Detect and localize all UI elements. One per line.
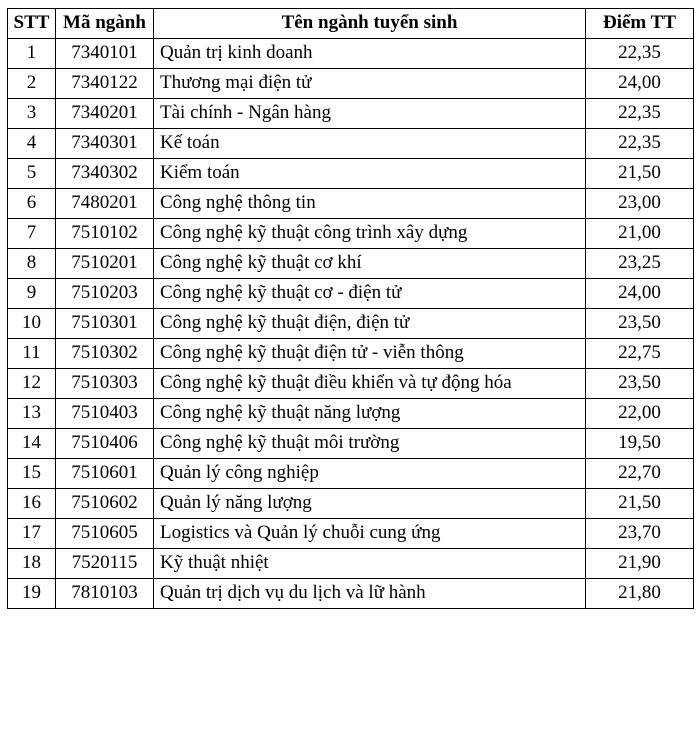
cell-score: 21,00 xyxy=(586,219,694,249)
table-row xyxy=(8,429,694,459)
cell-major-code: 7510201 xyxy=(56,249,154,279)
cell-major-code: 7340302 xyxy=(56,159,154,189)
table-row xyxy=(8,579,694,609)
table-header xyxy=(8,9,694,39)
cell-score: 22,35 xyxy=(586,99,694,129)
cell-major-code: 7510301 xyxy=(56,309,154,339)
cell-major-name: Logistics và Quản lý chuỗi cung ứng xyxy=(154,519,586,549)
cell-major-name: Tài chính - Ngân hàng xyxy=(154,99,586,129)
cell-stt: 2 xyxy=(8,69,56,99)
cell-score: 19,50 xyxy=(586,429,694,459)
header-stt: STT xyxy=(8,9,56,39)
cell-major-code: 7810103 xyxy=(56,579,154,609)
table-row xyxy=(8,549,694,579)
cell-major-name: Công nghệ kỹ thuật năng lượng xyxy=(154,399,586,429)
table-row xyxy=(8,249,694,279)
cell-major-name: Công nghệ kỹ thuật cơ khí xyxy=(154,249,586,279)
table-row xyxy=(8,189,694,219)
cell-major-code: 7510102 xyxy=(56,219,154,249)
cell-major-name: Công nghệ kỹ thuật cơ - điện tử xyxy=(154,279,586,309)
cell-stt: 11 xyxy=(8,339,56,369)
cell-score: 23,25 xyxy=(586,249,694,279)
cell-stt: 13 xyxy=(8,399,56,429)
cell-score: 22,35 xyxy=(586,129,694,159)
table-body xyxy=(8,39,694,609)
cell-major-code: 7510602 xyxy=(56,489,154,519)
cell-major-code: 7510403 xyxy=(56,399,154,429)
cell-major-code: 7340101 xyxy=(56,39,154,69)
cell-stt: 18 xyxy=(8,549,56,579)
cell-score: 21,80 xyxy=(586,579,694,609)
cell-major-name: Thương mại điện tử xyxy=(154,69,586,99)
cell-major-name: Công nghệ kỹ thuật công trình xây dựng xyxy=(154,219,586,249)
cell-score: 23,00 xyxy=(586,189,694,219)
cell-stt: 5 xyxy=(8,159,56,189)
header-major-name: Tên ngành tuyển sinh xyxy=(154,9,586,39)
cell-major-name: Quản trị kinh doanh xyxy=(154,39,586,69)
cell-stt: 17 xyxy=(8,519,56,549)
cell-major-code: 7480201 xyxy=(56,189,154,219)
cell-major-code: 7520115 xyxy=(56,549,154,579)
table-row xyxy=(8,489,694,519)
table-row xyxy=(8,99,694,129)
cell-major-code: 7510406 xyxy=(56,429,154,459)
header-major-code: Mã ngành xyxy=(56,9,154,39)
table-row xyxy=(8,39,694,69)
table-row xyxy=(8,159,694,189)
table-row xyxy=(8,519,694,549)
cell-score: 23,50 xyxy=(586,309,694,339)
cell-major-code: 7340201 xyxy=(56,99,154,129)
cell-major-name: Công nghệ kỹ thuật điều khiển và tự động hóa xyxy=(154,369,586,399)
cell-score: 24,00 xyxy=(586,69,694,99)
cell-major-code: 7510605 xyxy=(56,519,154,549)
cell-score: 22,70 xyxy=(586,459,694,489)
cell-score: 21,50 xyxy=(586,159,694,189)
table-row xyxy=(8,69,694,99)
table-row xyxy=(8,129,694,159)
header-score: Điểm TT xyxy=(586,9,694,39)
cell-major-name: Công nghệ kỹ thuật điện tử - viễn thông xyxy=(154,339,586,369)
table-row xyxy=(8,219,694,249)
cell-stt: 3 xyxy=(8,99,56,129)
cell-stt: 4 xyxy=(8,129,56,159)
cell-score: 24,00 xyxy=(586,279,694,309)
cell-major-name: Kế toán xyxy=(154,129,586,159)
cell-major-name: Công nghệ thông tin xyxy=(154,189,586,219)
table-row xyxy=(8,369,694,399)
table-row xyxy=(8,279,694,309)
cell-score: 22,75 xyxy=(586,339,694,369)
table-row xyxy=(8,399,694,429)
cell-major-name: Công nghệ kỹ thuật điện, điện tử xyxy=(154,309,586,339)
cell-stt: 1 xyxy=(8,39,56,69)
cell-major-code: 7340301 xyxy=(56,129,154,159)
cell-major-name: Quản lý công nghiệp xyxy=(154,459,586,489)
cell-stt: 16 xyxy=(8,489,56,519)
cell-major-code: 7510203 xyxy=(56,279,154,309)
table-row xyxy=(8,459,694,489)
table-header-row xyxy=(8,9,694,39)
cell-stt: 6 xyxy=(8,189,56,219)
cell-score: 21,90 xyxy=(586,549,694,579)
cell-major-name: Quản lý năng lượng xyxy=(154,489,586,519)
cell-major-name: Công nghệ kỹ thuật môi trường xyxy=(154,429,586,459)
cell-major-name: Kỹ thuật nhiệt xyxy=(154,549,586,579)
cell-score: 21,50 xyxy=(586,489,694,519)
cell-stt: 9 xyxy=(8,279,56,309)
cell-major-code: 7510303 xyxy=(56,369,154,399)
cell-stt: 8 xyxy=(8,249,56,279)
cell-stt: 15 xyxy=(8,459,56,489)
cell-stt: 12 xyxy=(8,369,56,399)
cell-score: 22,00 xyxy=(586,399,694,429)
cell-major-code: 7510601 xyxy=(56,459,154,489)
admission-score-table xyxy=(7,8,694,609)
cell-stt: 19 xyxy=(8,579,56,609)
cell-stt: 7 xyxy=(8,219,56,249)
cell-score: 23,70 xyxy=(586,519,694,549)
cell-stt: 14 xyxy=(8,429,56,459)
table-row xyxy=(8,309,694,339)
cell-major-name: Quản trị dịch vụ du lịch và lữ hành xyxy=(154,579,586,609)
cell-major-code: 7510302 xyxy=(56,339,154,369)
cell-stt: 10 xyxy=(8,309,56,339)
cell-major-code: 7340122 xyxy=(56,69,154,99)
cell-score: 23,50 xyxy=(586,369,694,399)
cell-score: 22,35 xyxy=(586,39,694,69)
table-row xyxy=(8,339,694,369)
cell-major-name: Kiểm toán xyxy=(154,159,586,189)
